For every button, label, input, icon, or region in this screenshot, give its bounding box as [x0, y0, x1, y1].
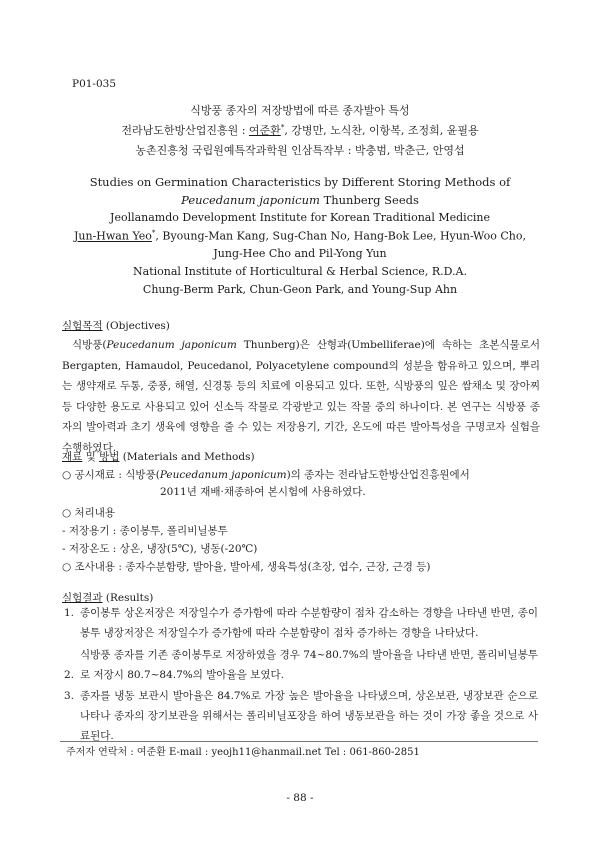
result-3-number: 3.: [64, 690, 75, 702]
english-title-species: Peucedanum japonicum: [181, 193, 320, 207]
methods-heading-ko-mid: 및: [82, 451, 100, 463]
english-authors-line2: Jung-Hee Cho and Pil-Yong Yun: [213, 247, 387, 260]
english-title-suffix: Thunberg Seeds: [319, 193, 419, 207]
methods-material: [62, 467, 470, 482]
objectives-paragraph: [62, 335, 540, 458]
methods-heading: [62, 449, 255, 464]
methods-heading-ko1: 재료: [62, 451, 83, 463]
english-institute-2: National Institute of Horticultural & Herbal Science, R.D.A.: [133, 265, 467, 278]
result-1-number: 1.: [64, 607, 75, 619]
methods-heading-ko2: 방법: [99, 451, 120, 463]
methods-material-rest: )의 종자는 전라남도한방산업진흥원에서: [286, 469, 470, 481]
objectives-heading: [62, 318, 170, 333]
korean-authors-line2: 농촌진흥청 국립원예특작과학원 인삼특작부 : 박충범, 박춘근, 안영섭: [135, 144, 465, 157]
results-heading-ko: 실험결과: [62, 592, 103, 604]
author-asterisk: *: [280, 123, 285, 132]
korean-coauthors-1: , 강병만, 노식찬, 이항복, 조정희, 윤필용: [284, 124, 479, 137]
methods-treatment: ○ 처리내용: [62, 507, 116, 519]
methods-material-start: ○ 공시재료 : 식방풍(: [62, 469, 160, 481]
result-2-text: 식방풍 종자를 기존 종이봉투로 저장하였을 경우 74~80.7%의 발아율을 나타낸 반면, 폴리비닐봉투로 저장시 80.7~84.7%의 발아율을 보였다.: [80, 649, 538, 681]
korean-authors-line1: [0, 122, 600, 138]
methods-container: - 저장용기 : 종이봉투, 폴리비닐봉투: [62, 525, 228, 537]
english-title-line1: Studies on Germination Characteristics by Different Storing Methods of: [89, 175, 511, 189]
english-main-author: Jun-Hwan Yeo: [74, 229, 152, 243]
result-1-text: 종이봉투 상온저장은 저장일수가 증가함에 따라 수분함량이 점차 감소하는 경향을 나타낸 반면, 종이봉투 냉장저장은 저장일수가 증가함에 따라 수분함량이 점차 증가하는 경향을 나타났다.: [80, 607, 538, 639]
abstract-code: P01-035: [72, 78, 117, 90]
methods-temperature: - 저장온도 : 상온, 냉장(5℃), 냉동(-20℃): [62, 543, 258, 555]
english-authors-line1: [0, 229, 600, 243]
objectives-heading-ko: 실험목적: [62, 320, 103, 332]
methods-heading-en: (Materials and Methods): [119, 451, 255, 463]
english-coauthors-1: , Byoung-Man Kang, Sug-Chan No, Hang-Bok Lee, Hyun-Woo Cho,: [155, 229, 526, 243]
page-number: - 88 -: [286, 792, 314, 804]
result-3-text: 종자를 냉동 보관시 발아율은 84.7%로 가장 높은 발아율을 나타냈으며, 상온보관, 냉장보관 순으로 나타나 종자의 장기보관을 위해서는 폴리비닐포장을 하여 냉동보관을 하는 것이 가장 좋을 것으로 사료된다.: [80, 690, 538, 742]
english-authors-line3: Chung-Berm Park, Chun-Geon Park, and Young-Sup Ahn: [142, 283, 458, 296]
korean-title: 식방풍 종자의 저장방법에 따른 종자발아 특성: [190, 104, 410, 117]
objectives-species: Peucedanum japonicum: [106, 339, 237, 351]
korean-main-author: 여준환: [248, 124, 281, 137]
methods-material-species: Peucedanum japonicum: [159, 469, 287, 481]
footer-divider: [60, 741, 538, 742]
result-2-number: 2.: [64, 669, 75, 681]
korean-affiliation-1: 전라남도한방산업진흥원 :: [121, 124, 249, 137]
objectives-heading-en: (Objectives): [102, 320, 170, 332]
methods-material-line2: 2011년 재배·채종하여 본시험에 사용하였다.: [160, 486, 366, 498]
methods-survey: ○ 조사내용 : 종자수분함량, 발아율, 발아세, 생육특성(초장, 엽수, 근장, 근경 등): [62, 561, 431, 573]
results-heading-en: (Results): [102, 592, 154, 604]
objectives-text-start: 식방풍(: [72, 339, 107, 351]
objectives-text-rest: Thunberg)은 산형과(Umbelliferae)에 속하는 초본식물로서 Bergapten, Hamaudol, Peucedanol, Polyacetylene compound의 성분을 함유하고 있으며, 뿌리는 생약재로 두통, 중풍, 해열, 신경통 등의 치료에 이용되고 있다. 또한, 식방풍의 잎은 쌈채소 및 장아찌 등 다양한 용도로 사용되고 있어 신소득 작물로 각광받고 있는 작물 중의 하나이다. 본 연구는 식방풍 종자의 발아력과 초기 생육에 영향을 줄 수 있는 저장용기, 기간, 온도에 따른 발아특성을 구명코자 실험을 수행하였다.: [62, 339, 540, 454]
english-institute-1: Jeollanamdo Development Institute for Korean Traditional Medicine: [110, 211, 490, 224]
contact-info: 주저자 연락처 : 여준환 E-mail : yeojh11@hanmail.net Tel : 061-860-2851: [66, 747, 420, 758]
english-title-line2: [0, 193, 600, 207]
english-author-asterisk: *: [151, 229, 156, 237]
